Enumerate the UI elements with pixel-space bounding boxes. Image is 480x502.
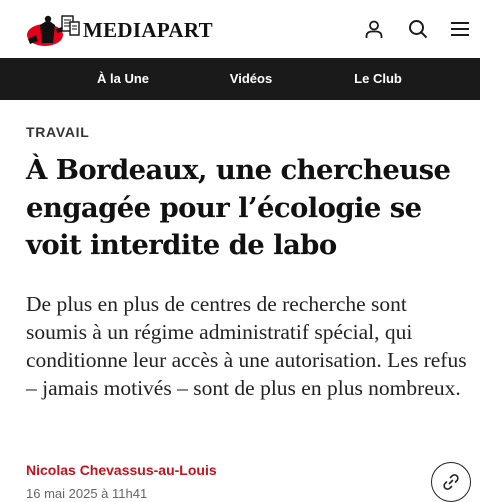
- article-date: 16 mai 2025 à 11h41: [26, 486, 148, 501]
- share-link-button[interactable]: [431, 462, 471, 502]
- nav-item-videos[interactable]: Vidéos: [229, 71, 273, 86]
- article-lead: De plus en plus de centres de recherche sont soumis à un régime administratif spécial, qui conditionne leur accès à une autorisation. Les refus – jamais motivés – sont de plus en plus nombreux.: [26, 292, 467, 400]
- account-icon[interactable]: [362, 17, 386, 41]
- main-nav: [0, 58, 480, 100]
- mediapart-logo[interactable]: [26, 13, 213, 47]
- article-author[interactable]: Nicolas Chevassus-au-Louis: [26, 462, 217, 478]
- nav-item-le-club[interactable]: Le Club: [354, 71, 402, 86]
- logo-text: MEDIAPART: [83, 17, 213, 42]
- site-header: [0, 0, 480, 58]
- link-icon: [442, 473, 460, 491]
- article-title: À Bordeaux, une chercheuse engagée pour l’écologie se voit interdite de labo: [26, 154, 451, 261]
- menu-icon[interactable]: [448, 17, 472, 41]
- nav-item-a-la-une[interactable]: À la Une: [96, 71, 149, 86]
- logo-mark-icon: [26, 13, 80, 47]
- search-icon[interactable]: [406, 17, 430, 41]
- article-kicker[interactable]: TRAVAIL: [26, 124, 90, 140]
